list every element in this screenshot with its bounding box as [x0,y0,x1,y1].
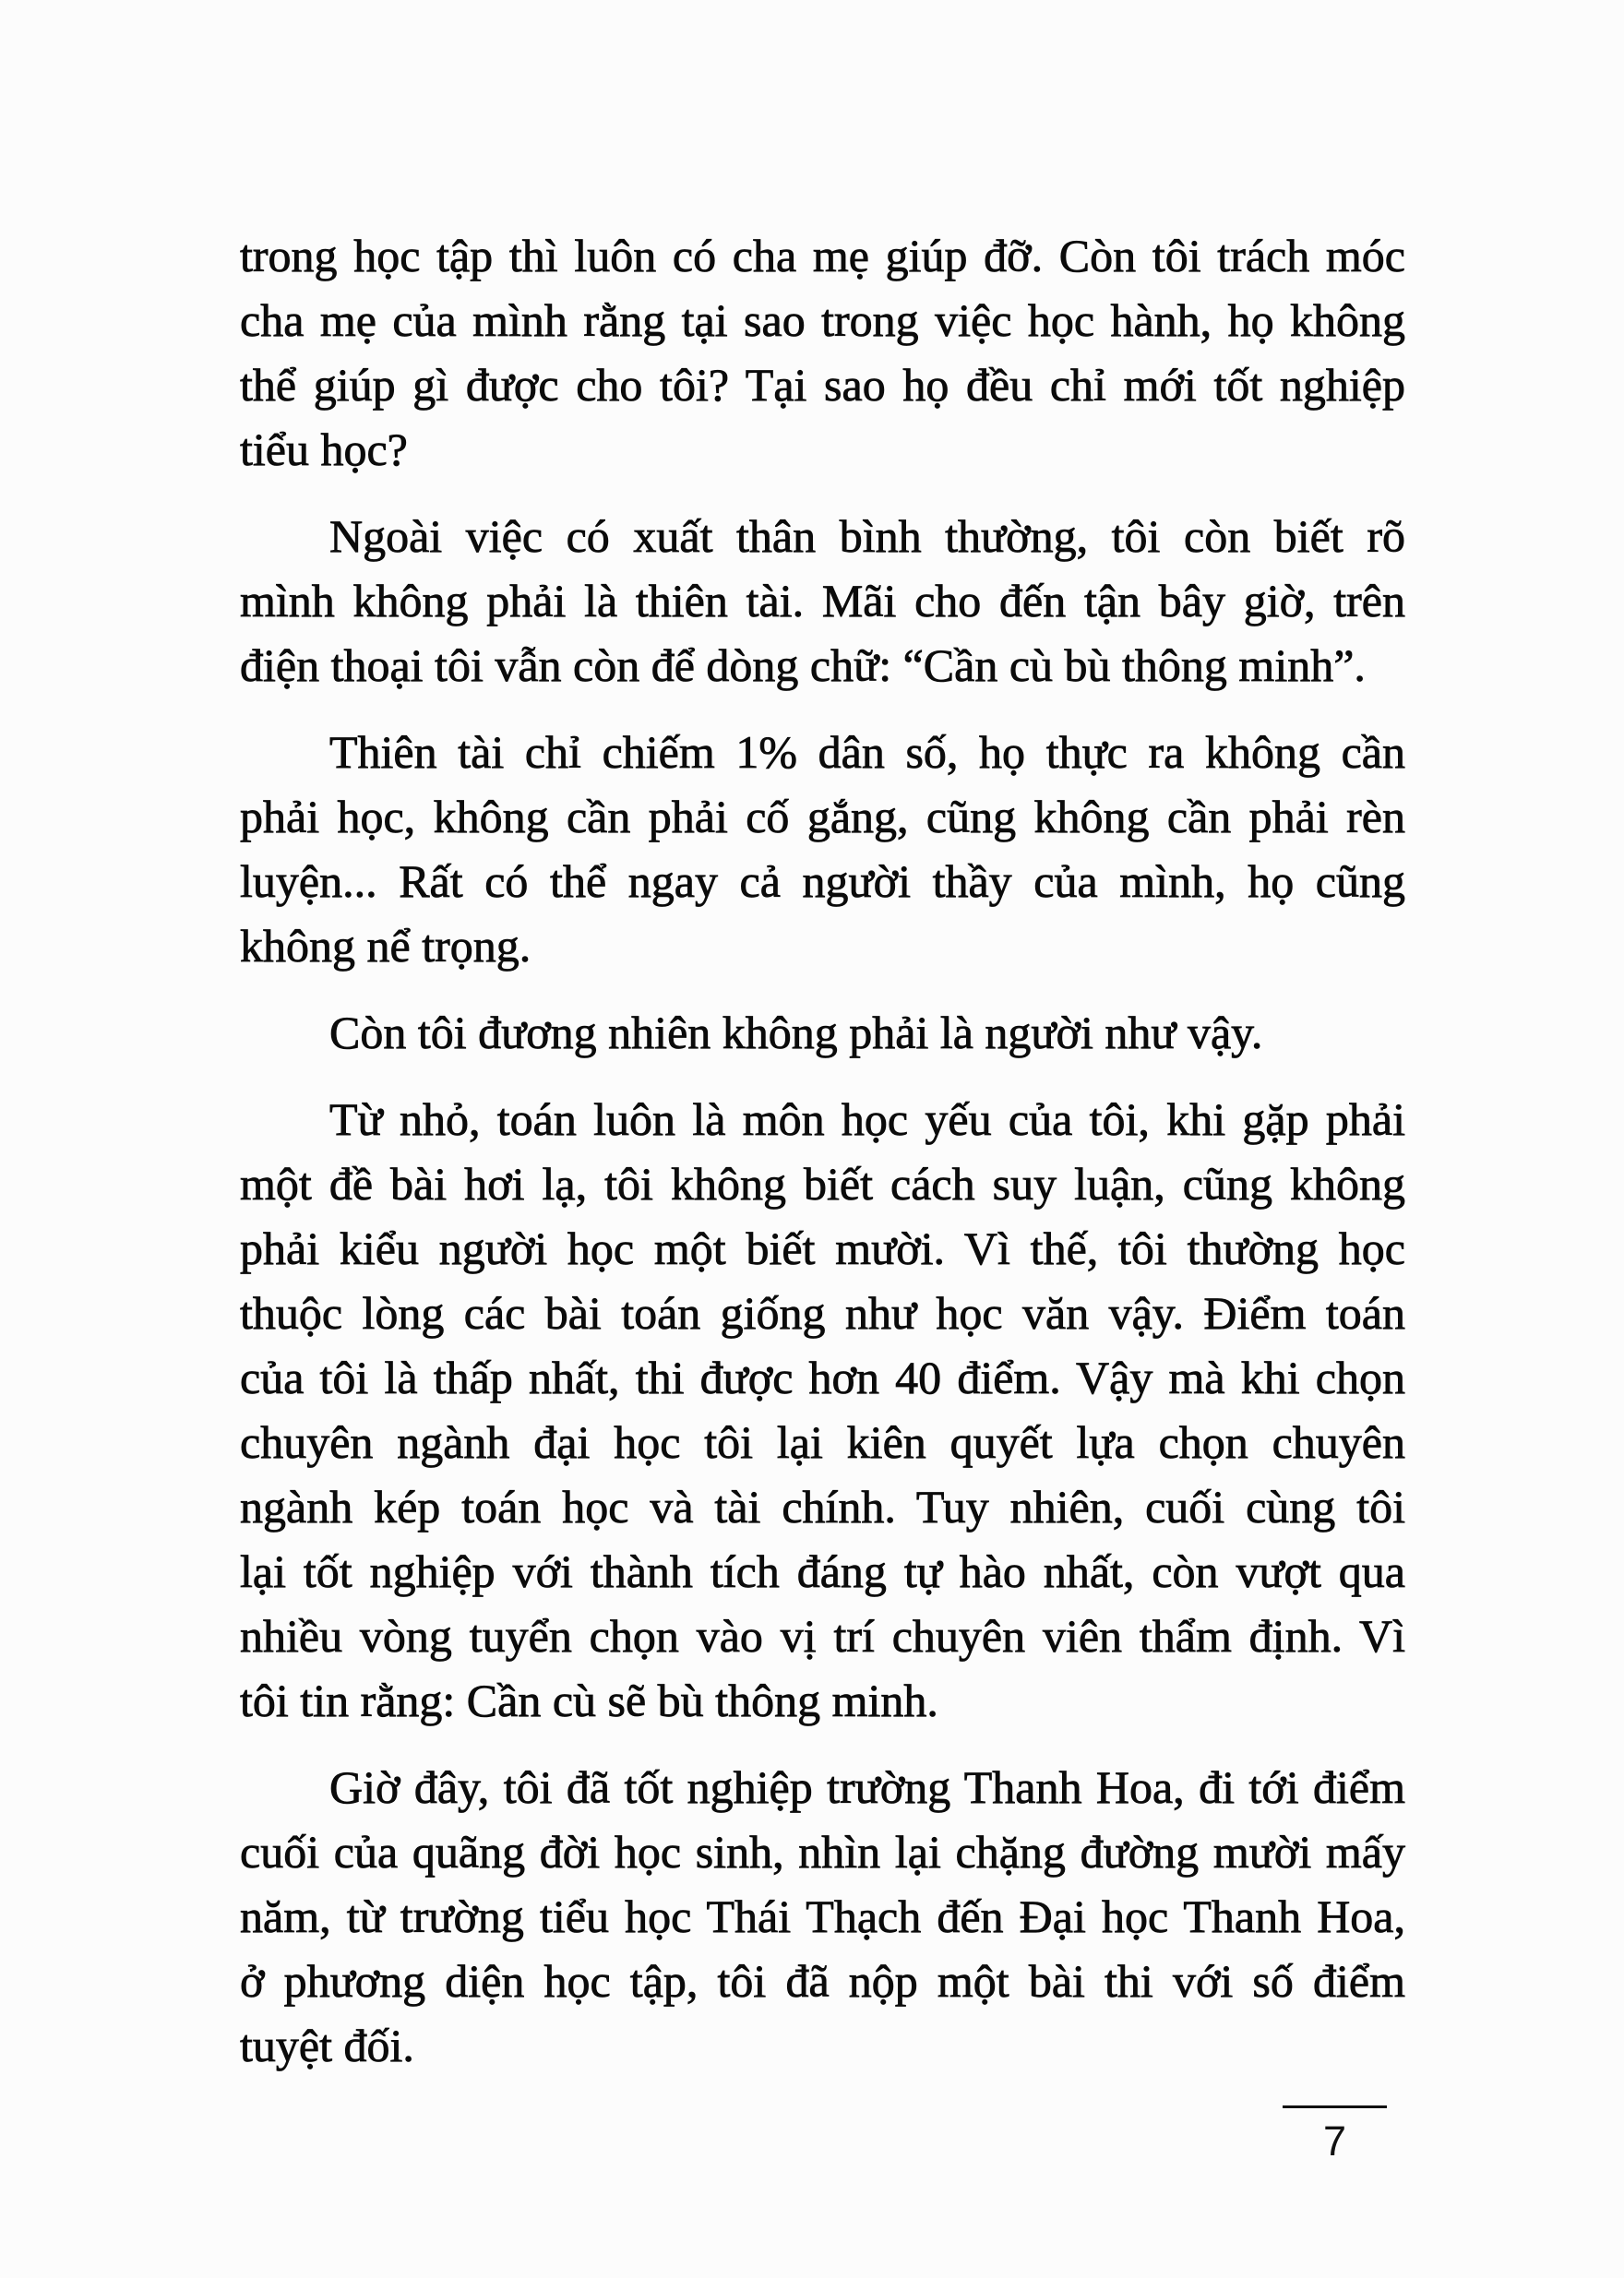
text-line: Từ nhỏ, toán luôn là môn học yếu của tôi, khi gặp phải [329,1093,1405,1145]
paragraph-1 [240,223,1405,482]
paragraph-3 [240,720,1405,978]
text-line: của tôi là thấp nhất, thi được hơn 40 điểm. Vậy mà khi chọn [240,1352,1405,1403]
text-line: luyện... Rất có thể ngay cả người thầy của mình, họ cũng [240,855,1405,907]
text-block [240,223,1405,2078]
text-line: lại tốt nghiệp với thành tích đáng tự hào nhất, còn vượt qua [240,1545,1405,1597]
text-line: tuyệt đối. [240,2020,414,2071]
text-line: mình không phải là thiên tài. Mãi cho đến tận bây giờ, trên [240,575,1405,626]
paragraph-4 [240,1000,1405,1065]
text-line: Còn tôi đương nhiên không phải là người như vậy. [329,1007,1263,1058]
text-line: tôi tin rằng: Cần cù sẽ bù thông minh. [240,1675,938,1726]
text-line: Thiên tài chỉ chiếm 1% dân số, họ thực ra không cần [329,726,1405,778]
text-line: tiểu học? [240,423,408,475]
text-line: trong học tập thì luôn có cha mẹ giúp đỡ. Còn tôi trách móc [240,230,1405,281]
text-line: nhiều vòng tuyển chọn vào vị trí chuyên viên thẩm định. Vì [240,1610,1405,1662]
text-line: chuyên ngành đại học tôi lại kiên quyết lựa chọn chuyên [240,1416,1405,1468]
text-line: Ngoài việc có xuất thân bình thường, tôi còn biết rõ [329,510,1405,562]
text-line: ở phương diện học tập, tôi đã nộp một bài thi với số điểm [240,1955,1405,2007]
text-line: phải kiểu người học một biết mười. Vì thế, tôi thường học [240,1222,1405,1274]
text-line: điện thoại tôi vẫn còn để dòng chữ: “Cần cù bù thông minh”. [240,639,1366,691]
footer-rule [1283,2105,1387,2108]
text-line: phải học, không cần phải cố gắng, cũng không cần phải rèn [240,791,1405,842]
page-number: 7 [1322,2117,1347,2165]
text-line: năm, từ trường tiểu học Thái Thạch đến Đại học Thanh Hoa, [240,1890,1405,1942]
text-line: không nể trọng. [240,920,531,972]
text-line: cha mẹ của mình rằng tại sao trong việc học hành, họ không [240,294,1405,346]
paragraph-6 [240,1755,1405,2078]
text-line: cuối của quãng đời học sinh, nhìn lại chặng đường mười mấy [240,1826,1405,1878]
text-line: một đề bài hơi lạ, tôi không biết cách suy luận, cũng không [240,1158,1405,1210]
paragraph-5 [240,1087,1405,1733]
text-line: thể giúp gì được cho tôi? Tại sao họ đều chỉ mới tốt nghiệp [240,359,1405,411]
paragraph-2 [240,504,1405,698]
text-line: Giờ đây, tôi đã tốt nghiệp trường Thanh Hoa, đi tới điểm [329,1761,1405,1813]
text-line: ngành kép toán học và tài chính. Tuy nhiên, cuối cùng tôi [240,1481,1405,1533]
text-line: thuộc lòng các bài toán giống như học văn vậy. Điểm toán [240,1287,1405,1339]
page-footer [1283,2105,1387,2165]
